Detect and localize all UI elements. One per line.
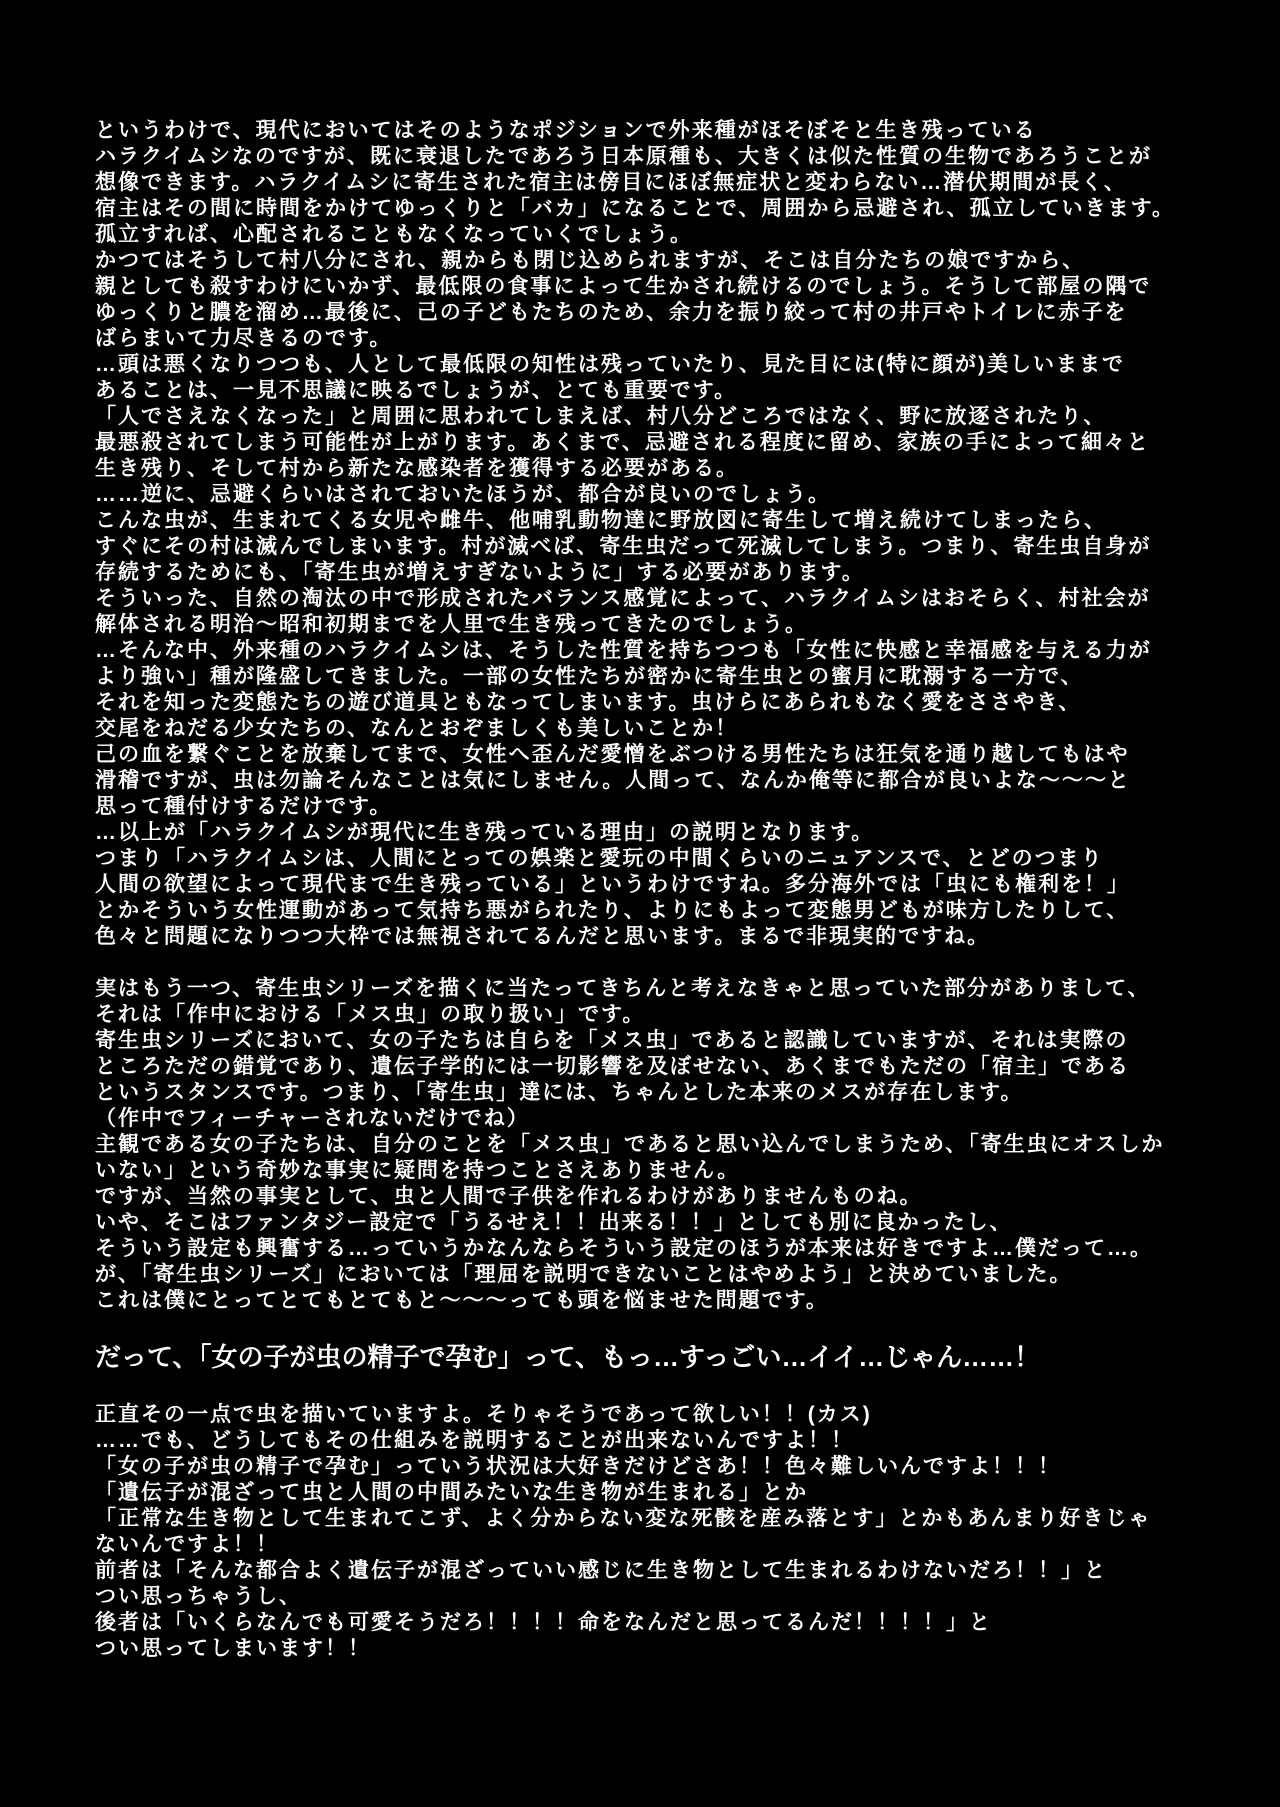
text-line: ……逆に、忌避くらいはされておいたほうが、都合が良いのでしょう。 bbox=[95, 483, 831, 506]
text-line: 最悪殺されてしまう可能性が上がります。あくまで、忌避される程度に留め、家族の手によって細々と bbox=[95, 431, 1151, 454]
text-line: ゆっくりと膿を溜め…最後に、己の子どもたちのため、余力を振り絞って村の井戸やトイレに赤子を bbox=[95, 301, 1128, 324]
text-line: 思って種付けするだけです。 bbox=[95, 795, 393, 818]
paragraph-mesu-mushi-handling bbox=[95, 976, 1235, 1314]
text-line: こんな虫が、生まれてくる女児や雌牛、他哺乳動物達に野放図に寄生して増え続けてしまったら、 bbox=[95, 509, 1107, 532]
text-line: とかそういう女性運動があって気持ち悪がられたり、よりにもよって変態男どもが味方したりして、 bbox=[95, 899, 1130, 922]
text-line: 主観である女の子たちは、自分のことを「メス虫」であると思い込んでしまうため、「寄生虫にオスしか bbox=[95, 1133, 1165, 1156]
text-line: …そんな中、外来種のハラクイムシは、そうした性質を持ちつつも「女性に快感と幸福感を与える力が bbox=[95, 639, 1152, 662]
text-line: あることは、一見不思議に映るでしょうが、とても重要です。 bbox=[95, 379, 738, 402]
text-line: 「正常な生き物として生まれてこず、よく分からない変な死骸を産み落とす」とかもあんまり好きじゃ bbox=[95, 1507, 1152, 1530]
text-line: 宿主はその間に時間をかけてゆっくりと「バカ」になることで、周囲から忌避され、孤立していきます。 bbox=[95, 197, 1175, 220]
text-line: 滑稽ですが、虫は勿論そんなことは気にしません。人間って、なんか俺等に都合が良いよな〜〜〜と bbox=[95, 769, 1131, 792]
text-line: 後者は「いくらなんでも可愛そうだろ！！！！命をなんだと思ってるんだ！！！！」と bbox=[95, 1611, 992, 1634]
text-line: ですが、当然の事実として、虫と人間で子供を作れるわけがありませんものね。 bbox=[95, 1185, 923, 1208]
text-line: …頭は悪くなりつつも、人として最低限の知性は残っていたり、見た目には(特に顔が)美しいままで bbox=[95, 353, 1125, 376]
text-line: 想像できます。ハラクイムシに寄生された宿主は傍目にほぼ無症状と変わらない…潜伏期間が長く、 bbox=[95, 171, 1127, 194]
text-line: 前者は「そんな都合よく遺伝子が混ざっていい感じに生き物として生まれるわけないだろ！！」と bbox=[95, 1559, 1107, 1582]
text-line: 「遺伝子が混ざって虫と人間の中間みたいな生き物が生まれる」とか bbox=[95, 1481, 808, 1504]
text-line: これは僕にとってとてもとてもと〜〜〜っても頭を悩ませた問題です。 bbox=[95, 1289, 829, 1312]
text-line: そういった、自然の淘汰の中で形成されたバランス感覚によって、ハラクイムシはおそらく、村社会が bbox=[95, 587, 1151, 610]
text-line: （作中でフィーチャーされないだけでね） bbox=[95, 1107, 530, 1130]
text-line: ……でも、どうしてもその仕組みを説明することが出来ないんですよ！！ bbox=[95, 1429, 854, 1452]
text-line: というスタンスです。つまり、「寄生虫」達には、ちゃんとした本来のメスが存在します。 bbox=[95, 1081, 1024, 1104]
text-line: すぐにその村は滅んでしまいます。村が滅べば、寄生虫だって死滅してしまう。つまり、寄生虫自身が bbox=[95, 535, 1152, 558]
text-line: …以上が「ハラクイムシが現代に生き残っている理由」の説明となります。 bbox=[95, 821, 875, 844]
text-line: そういう設定も興奮する…っていうかなんならそういう設定のほうが本来は好きですよ…僕だって…。 bbox=[95, 1237, 1153, 1260]
text-line: 己の血を繋ぐことを放棄してまで、女性へ歪んだ愛憎をぶつける男性たちは狂気を通り越してもはや bbox=[95, 743, 1130, 766]
emphasis-headline: だって、「女の子が虫の精子で孕む」って、もっ…すっごい…イイ…じゃん……！ bbox=[95, 1342, 1041, 1372]
text-line: つい思っちゃうし、 bbox=[95, 1585, 302, 1608]
paragraph-parasite-lore bbox=[95, 118, 1235, 950]
text-line: ばらまいて力尽きるのです。 bbox=[95, 327, 393, 350]
text-line: が、「寄生虫シリーズ」においては「理屈を説明できないことはやめよう」と決めていました。 bbox=[95, 1263, 1073, 1286]
text-line: というわけで、現代においてはそのようなポジションで外来種がほそぼそと生き残っている bbox=[95, 119, 1037, 142]
text-line: つまり「ハラクイムシは、人間にとっての娯楽と愛玩の中間くらいのニュアンスで、とどのつまり bbox=[95, 847, 1104, 870]
text-line: つい思ってしまいます！！ bbox=[95, 1637, 371, 1660]
text-line: 色々と問題になりつつ大枠では無視されてるんだと思います。まるで非現実的ですね。 bbox=[95, 925, 991, 948]
text-line: ハラクイムシなのですが、既に衰退したであろう日本原種も、大きくは似た性質の生物であろうことが bbox=[95, 145, 1152, 168]
text-line: いない」という奇妙な事実に疑問を持つことさえありません。 bbox=[95, 1159, 741, 1182]
text-line: 寄生虫シリーズにおいて、女の子たちは自らを「メス虫」であると認識していますが、それは実際の bbox=[95, 1029, 1129, 1052]
text-line: ないんですよ！！ bbox=[95, 1533, 279, 1556]
text-line: 「人でさえなくなった」と周囲に思われてしまえば、村八分どころではなく、野に放逐されたり、 bbox=[95, 405, 1107, 428]
text-line: より強い」種が隆盛してきました。一部の女性たちが密かに寄生虫との蜜月に耽溺する一方で、 bbox=[95, 665, 1084, 688]
text-line: 親としても殺すわけにいかず、最低限の食事によって生かされ続けるのでしょう。そうして部屋の隅で bbox=[95, 275, 1152, 298]
text-line: 存続するためにも、「寄生虫が増えすぎないように」する必要があります。 bbox=[95, 561, 865, 584]
paragraph-pregnancy-reasoning bbox=[95, 1402, 1235, 1662]
text-line: 人間の欲望によって現代まで生き残っている」というわけですね。多分海外では「虫にも権利を！」 bbox=[95, 873, 1130, 896]
text-line: 解体される明治〜昭和初期までを人里で生き残ってきたのでしょう。 bbox=[95, 613, 808, 636]
text-line: 正直その一点で虫を描いていますよ。そりゃそうであって欲しい！！(カス) bbox=[95, 1403, 872, 1426]
text-line: かつてはそうして村八分にされ、親からも閉じ込められますが、そこは自分たちの娘ですから、 bbox=[95, 249, 1086, 272]
text-line: 孤立すれば、心配されることもなくなっていくでしょう。 bbox=[95, 223, 693, 246]
text-line: 「女の子が虫の精子で孕む」っていう状況は大好きだけどさあ！！色々難しいんですよ！！！ bbox=[95, 1455, 1061, 1478]
text-column bbox=[95, 118, 1235, 1662]
text-line: ところただの錯覚であり、遺伝子学的には一切影響を及ぼせない、あくまでもただの「宿主」である bbox=[95, 1055, 1130, 1078]
text-line: いや、そこはファンタジー設定で「うるせえ！！出来る！！」としても別に良かったし、 bbox=[95, 1211, 1013, 1234]
text-line: 実はもう一つ、寄生虫シリーズを描くに当たってきちんと考えなきゃと思っていた部分がありまして、 bbox=[95, 977, 1151, 1000]
text-line: 交尾をねだる少女たちの、なんとおぞましくも美しいことか！ bbox=[95, 717, 739, 740]
text-line: それは「作中における「メス虫」の取り扱い」です。 bbox=[95, 1003, 646, 1026]
text-line: それを知った変態たちの遊び道具ともなってしまいます。虫けらにあられもなく愛をささやき、 bbox=[95, 691, 1082, 714]
text-line: 生き残り、そして村から新たな感染者を獲得する必要がある。 bbox=[95, 457, 739, 480]
